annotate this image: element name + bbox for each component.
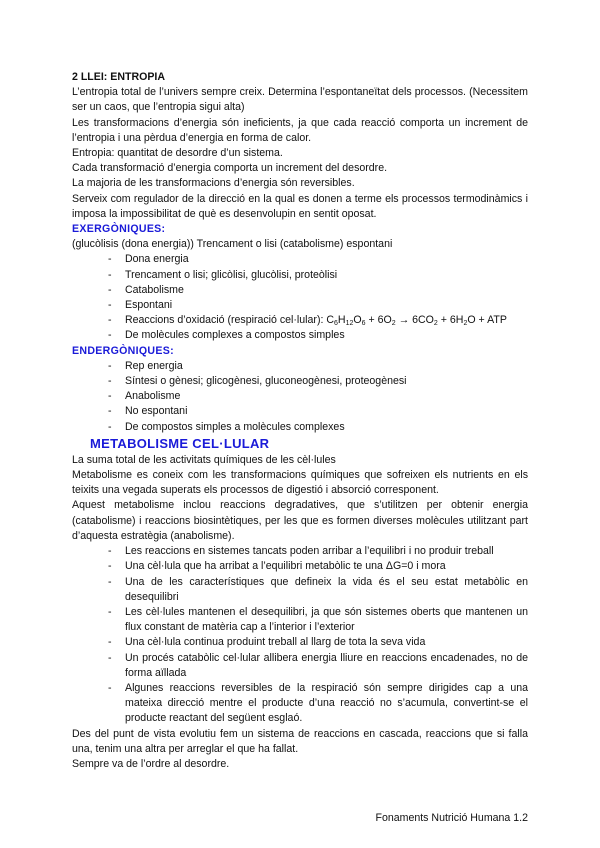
metabolisme-heading: METABOLISME CEL·LULAR — [90, 435, 270, 451]
paragraph: Cada transformació d’energia comporta un increment del desordre. — [72, 162, 388, 175]
paragraph: L’entropia total de l’univers sempre creix. Determina l’espontaneïtat dels processos. (Necessitem ser un caos, que l’entropia sigui alta) — [72, 86, 528, 114]
list-item: - Les cèl·lules mantenen el desequilibri, ja que són sistemes oberts que mantenen un flux constant de matèria cap a l’interior i l’exterior — [108, 605, 528, 635]
list-item: - De molècules complexes a compostos simples — [108, 328, 528, 343]
list-item-reaction — [108, 313, 528, 328]
exergoniques-heading: EXERGÒNIQUES: — [72, 223, 166, 236]
list-item: - Algunes reaccions reversibles de la respiració són sempre dirigides cap a una mateixa direcció mentre el producte d’una reacció no s’acumula, convertint-se el producte reactant del següent esglaó. — [108, 681, 528, 727]
paragraph: Entropia: quantitat de desordre d’un sistema. — [72, 147, 283, 160]
list-item: - Síntesi o gènesi; glicogènesi, gluconeogènesi, proteogènesi — [108, 374, 528, 389]
list-item: - Un procés catabòlic cel·lular allibera energia lliure en reaccions encadenades, no de forma aïllada — [108, 651, 528, 681]
formula-subscript: 12 — [345, 320, 354, 328]
list-item: - Catabolisme — [108, 283, 528, 298]
paragraph: La suma total de les activitats químiques de les cèl·lules — [72, 453, 336, 466]
metabolisme-list — [72, 544, 528, 726]
list-item: - Espontani — [108, 298, 528, 313]
formula-subscript: 2 — [391, 320, 396, 328]
paragraph: Aquest metabolisme inclou reaccions degradatives, que s’utilitzen per obtenir energia (catabolisme) i reaccions biosintètiques, per les que es formen diverses molècules utilitzant part d’aquesta estratègia (anabolisme). — [72, 499, 528, 542]
endergoniques-list — [72, 359, 528, 435]
page-footer: Fonaments Nutrició Humana 1.2 — [375, 812, 528, 824]
document-page — [72, 70, 528, 772]
list-item: - Rep energia — [108, 359, 528, 374]
formula-part: → 6CO — [395, 314, 434, 327]
paragraph: Des del punt de vista evolutiu fem un sistema de reaccions en cascada, reaccions que si falla una, tenim una altra per arreglar el que ha fallat. — [72, 727, 528, 755]
formula-subscript: 2 — [463, 320, 468, 328]
section-heading-entropia: 2 LLEI: ENTROPIA — [72, 71, 165, 83]
list-item: - Les reaccions en sistemes tancats poden arribar a l’equilibri i no produir treball — [108, 544, 528, 559]
endergoniques-heading: ENDERGÒNIQUES: — [72, 344, 174, 357]
list-item: - Una cèl·lula que ha arribat a l’equilibri metabòlic te una ΔG=0 i mora — [108, 559, 528, 574]
list-item: - No espontani — [108, 404, 528, 419]
formula-part: H — [337, 314, 346, 327]
formula-part: + 6H — [437, 314, 464, 327]
paragraph: (glucòlisis (dona energia)) Trencament o lisi (catabolisme) espontani — [72, 238, 393, 251]
reaction-prefix: Reaccions d’oxidació (respiració cel·lular): — [125, 314, 327, 327]
list-item: - Una cèl·lula continua produint treball al llarg de tota la seva vida — [108, 635, 528, 650]
paragraph: Les transformacions d’energia són ineficients, ja que cada reacció comporta un increment de l’entropia i una pèrdua d’energia en forma de calor. — [72, 116, 528, 144]
paragraph: Metabolisme es coneix com les transformacions químiques que sofreixen els nutrients en els teixits una vegada superats els processos de digestió i absorció corresponent. — [72, 469, 528, 497]
list-item: - Una de les característiques que defineix la vida és el seu estat metabòlic en desequilibri — [108, 575, 528, 605]
formula-part: O — [353, 314, 362, 327]
paragraph: Serveix com regulador de la direcció en la qual es donen a terme els processos termodinàmics i imposa la impossibilitat de què es desenvolupin en sentit oposat. — [72, 192, 528, 220]
list-item: - De compostos simples a molècules complexes — [108, 420, 528, 435]
paragraph: Sempre va de l’ordre al desordre. — [72, 757, 230, 770]
formula-subscript: 2 — [433, 320, 438, 328]
formula-part: O + ATP — [467, 314, 507, 327]
paragraph: La majoria de les transformacions d’energia són reversibles. — [72, 177, 355, 190]
list-item: - Anabolisme — [108, 389, 528, 404]
list-item: - Dona energia — [108, 252, 528, 267]
list-item: - Trencament o lisi; glicòlisi, glucòlisi, proteòlisi — [108, 268, 528, 283]
formula-part: C — [326, 314, 335, 327]
formula-subscript: 6 — [334, 320, 338, 328]
formula-subscript: 6 — [361, 320, 366, 328]
exergoniques-list — [72, 252, 528, 343]
formula-part: + 6O — [365, 314, 392, 327]
